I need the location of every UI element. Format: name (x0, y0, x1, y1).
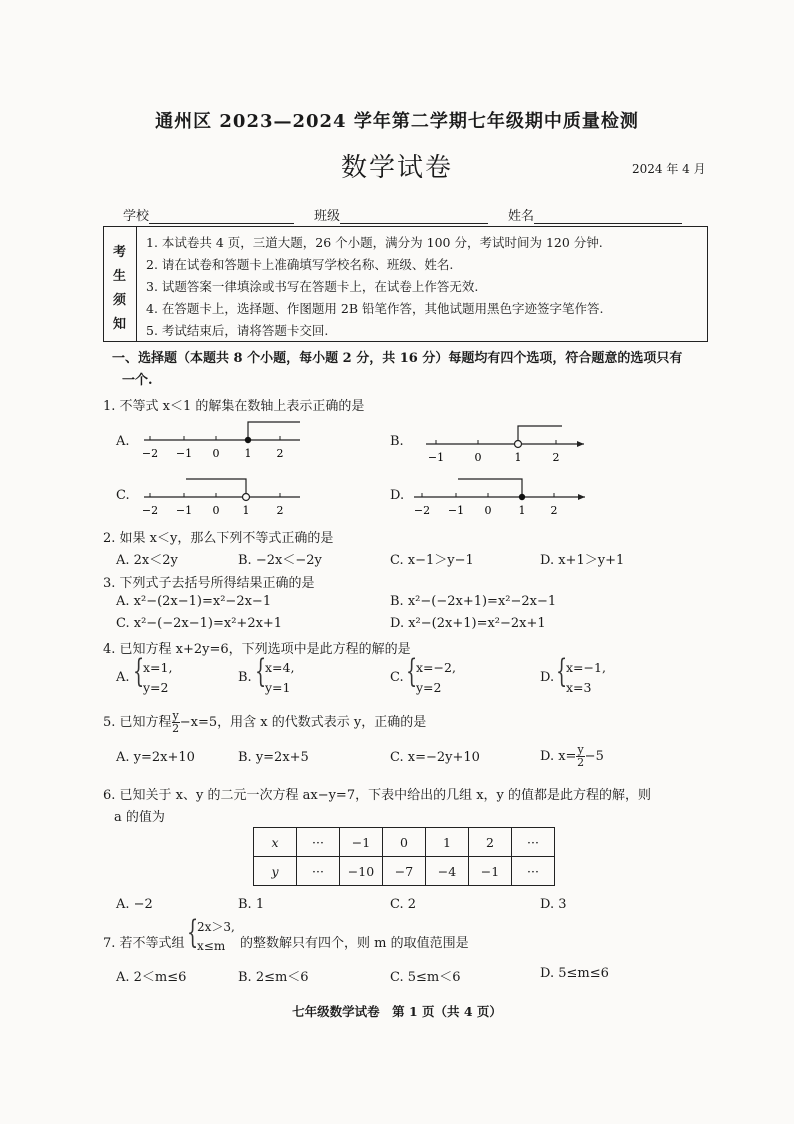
table-cell: −7 (383, 857, 426, 886)
q2-option-b[interactable]: B. −2x＜−2y (238, 553, 322, 568)
table-cell: ··· (512, 857, 555, 886)
brace-icon: { (406, 652, 418, 690)
q7-option-b[interactable]: B. 2≤m＜6 (238, 970, 309, 985)
name-blank[interactable] (534, 209, 682, 224)
q6-option-d[interactable]: D. 3 (540, 897, 567, 912)
notice-box (103, 226, 708, 342)
exam-title: 通州区 2023—2024 学年第二学期七年级期中质量检测 (155, 111, 639, 132)
q1-tick-label: −2 (141, 447, 159, 460)
q4-option-b-label[interactable]: B. (238, 670, 252, 685)
q5-option-d[interactable] (540, 744, 604, 769)
q5-option-d-post: −5 (584, 749, 604, 764)
q1-option-c-label: C. (116, 488, 130, 503)
q5-stem-pre: 5. 已知方程 (103, 715, 172, 730)
q5-fraction (172, 710, 180, 735)
q7-option-c[interactable]: C. 5≤m＜6 (390, 970, 461, 985)
q1-tick-label: −1 (175, 447, 193, 460)
q2-stem: 2. 如果 x＜y，那么下列不等式正确的是 (103, 531, 334, 546)
q1-tick-label: 0 (484, 504, 492, 517)
q5-option-d-pre: D. x= (540, 749, 577, 764)
table-cell: −1 (340, 828, 383, 857)
table-cell: −1 (469, 857, 512, 886)
table-cell: ··· (512, 828, 555, 857)
table-cell: −10 (340, 857, 383, 886)
q5-option-c[interactable]: C. x=−2y+10 (390, 750, 480, 765)
q6-option-a[interactable]: A. −2 (116, 897, 153, 912)
q7-system (197, 918, 235, 956)
q1-tick-label: 1 (242, 504, 250, 517)
q3-option-a[interactable]: A. x²−(2x−1)=x²−2x−1 (116, 594, 272, 609)
q3-option-c[interactable]: C. x²−(−2x−1)=x²+2x+1 (116, 616, 283, 631)
q4-option-a-system[interactable] (143, 658, 172, 698)
q1-tick-label: 0 (212, 504, 220, 517)
q7-stem-pre: 7. 若不等式组 (103, 936, 185, 951)
q1-option-a-label: A. (116, 434, 130, 449)
brace-icon: { (556, 652, 568, 690)
q5-frac-den: 2 (172, 722, 180, 735)
class-field[interactable] (314, 205, 488, 224)
q4-option-d-system[interactable] (566, 658, 606, 698)
q7-ineq-bottom: x≤m (197, 939, 226, 953)
q5-option-b[interactable]: B. y=2x+5 (238, 750, 309, 765)
q1-tick-label: 1 (244, 447, 252, 460)
q5-option-d-fraction (576, 744, 584, 769)
notice-line: 4. 在答题卡上，选择题、作图题用 2B 铅笔作答，其他试题用黑色字迹签字笔作答. (146, 301, 604, 316)
q5-option-a[interactable]: A. y=2x+10 (116, 750, 195, 765)
q1-tick-label: 2 (276, 447, 284, 460)
exam-date: 2024 年 4 月 (632, 162, 706, 176)
q6-option-b[interactable]: B. 1 (238, 897, 265, 912)
table-cell: 1 (426, 828, 469, 857)
q5-stem (103, 710, 426, 735)
q1-tick-label: 2 (276, 504, 284, 517)
q6-value-table (253, 827, 555, 886)
notice-heading (104, 227, 137, 341)
q1-number-line-c[interactable] (140, 475, 310, 520)
page-footer: 七年级数学试卷 第 1 页（共 4 页） (292, 1004, 502, 1019)
q1-tick-label: 2 (552, 451, 560, 464)
brace-icon: { (187, 913, 199, 951)
table-row (254, 857, 555, 886)
q5-d-frac-den: 2 (577, 756, 585, 769)
q4-option-c-system[interactable] (416, 658, 456, 698)
q1-tick-label: −2 (413, 504, 431, 517)
table-cell: y (254, 857, 297, 886)
section-heading: 一、选择题（本题共 8 个小题，每小题 2 分，共 16 分）每题均有四个选项，符合题意的选项只有 (112, 351, 683, 366)
q1-number-line-a[interactable] (140, 418, 310, 463)
table-cell: 0 (383, 828, 426, 857)
brace-icon: { (255, 652, 267, 690)
brace-icon: { (133, 652, 145, 690)
notice-heading-char: 须 (113, 293, 127, 308)
q1-tick-label: −1 (175, 504, 193, 517)
q1-tick-label: 2 (550, 504, 558, 517)
q4-stem: 4. 已知方程 x+2y=6，下列选项中是此方程的解的是 (103, 642, 411, 657)
table-cell: ··· (297, 828, 340, 857)
q1-option-b-label: B. (390, 434, 404, 449)
table-cell: 2 (469, 828, 512, 857)
q1-number-line-d[interactable] (410, 475, 590, 520)
notice-line: 2. 请在试卷和答题卡上准确填写学校名称、班级、姓名. (146, 257, 454, 272)
class-blank[interactable] (340, 209, 488, 224)
q2-option-c[interactable]: C. x−1＞y−1 (390, 553, 474, 568)
q4-eq-top: x=4, (265, 660, 295, 675)
q1-stem: 1. 不等式 x＜1 的解集在数轴上表示正确的是 (103, 399, 365, 414)
section-heading-cont: 一个. (122, 373, 153, 388)
q1-tick-label: −1 (427, 451, 445, 464)
q3-option-d[interactable]: D. x²−(2x+1)=x²−2x+1 (390, 616, 546, 631)
q7-option-a[interactable]: A. 2＜m≤6 (116, 970, 187, 985)
q3-stem: 3. 下列式子去括号所得结果正确的是 (103, 576, 315, 591)
q6-stem-cont: a 的值为 (114, 810, 165, 825)
q4-eq-bottom: y=2 (143, 680, 169, 695)
q1-tick-label: 1 (518, 504, 526, 517)
q1-number-line-b[interactable] (422, 422, 592, 467)
q7-ineq-top: 2x＞3, (197, 920, 235, 934)
q4-eq-bottom: y=1 (265, 680, 291, 695)
notice-heading-char: 知 (113, 317, 127, 332)
notice-heading-char: 考 (113, 245, 127, 260)
q4-eq-bottom: y=2 (416, 680, 442, 695)
q6-option-c[interactable]: C. 2 (390, 897, 417, 912)
q4-option-c-label[interactable]: C. (390, 670, 404, 685)
q2-option-a[interactable]: A. 2x＜2y (116, 553, 178, 568)
q2-option-d[interactable]: D. x+1＞y+1 (540, 553, 625, 568)
name-field[interactable] (508, 205, 682, 224)
school-field[interactable] (123, 205, 294, 224)
q4-eq-top: x=−1, (566, 660, 606, 675)
q1-tick-label: 1 (514, 451, 522, 464)
q3-option-b[interactable]: B. x²−(−2x+1)=x²−2x−1 (390, 594, 557, 609)
q4-eq-top: x=−2, (416, 660, 456, 675)
q7-stem-post: 的整数解只有四个，则 m 的取值范围是 (240, 936, 469, 951)
q4-option-b-system[interactable] (265, 658, 294, 698)
q1-tick-label: −2 (141, 504, 159, 517)
class-label: 班级 (314, 209, 341, 224)
q4-eq-top: x=1, (143, 660, 173, 675)
table-row (254, 828, 555, 857)
notice-line: 5. 考试结束后，请将答题卡交回. (146, 323, 329, 338)
q6-stem: 6. 已知关于 x、y 的二元一次方程 ax−y=7，下表中给出的几组 x，y 的值都是此方程的解，则 (103, 788, 652, 803)
notice-line: 1. 本试卷共 4 页，三道大题，26 个小题，满分为 100 分，考试时间为 120 分钟. (146, 235, 603, 250)
table-cell: −4 (426, 857, 469, 886)
table-cell: ··· (297, 857, 340, 886)
q4-option-d-label[interactable]: D. (540, 670, 555, 685)
notice-heading-char: 生 (113, 269, 127, 284)
q1-option-d-label: D. (390, 488, 405, 503)
q7-option-d[interactable]: D. 5≤m≤6 (540, 966, 609, 981)
exam-subtitle: 数学试卷 (340, 153, 453, 183)
q5-frac-num: y (172, 709, 179, 722)
q1-tick-label: 0 (474, 451, 482, 464)
name-label: 姓名 (508, 209, 535, 224)
school-blank[interactable] (149, 209, 294, 224)
q4-option-a-label[interactable]: A. (116, 670, 130, 685)
q4-eq-bottom: x=3 (566, 680, 592, 695)
q1-tick-label: −1 (447, 504, 465, 517)
q1-tick-label: 0 (212, 447, 220, 460)
school-label: 学校 (123, 209, 150, 224)
q5-stem-post: −x=5，用含 x 的代数式表示 y，正确的是 (179, 715, 427, 730)
table-cell: x (254, 828, 297, 857)
notice-line: 3. 试题答案一律填涂或书写在答题卡上，在试卷上作答无效. (146, 279, 479, 294)
q5-d-frac-num: y (577, 743, 584, 756)
